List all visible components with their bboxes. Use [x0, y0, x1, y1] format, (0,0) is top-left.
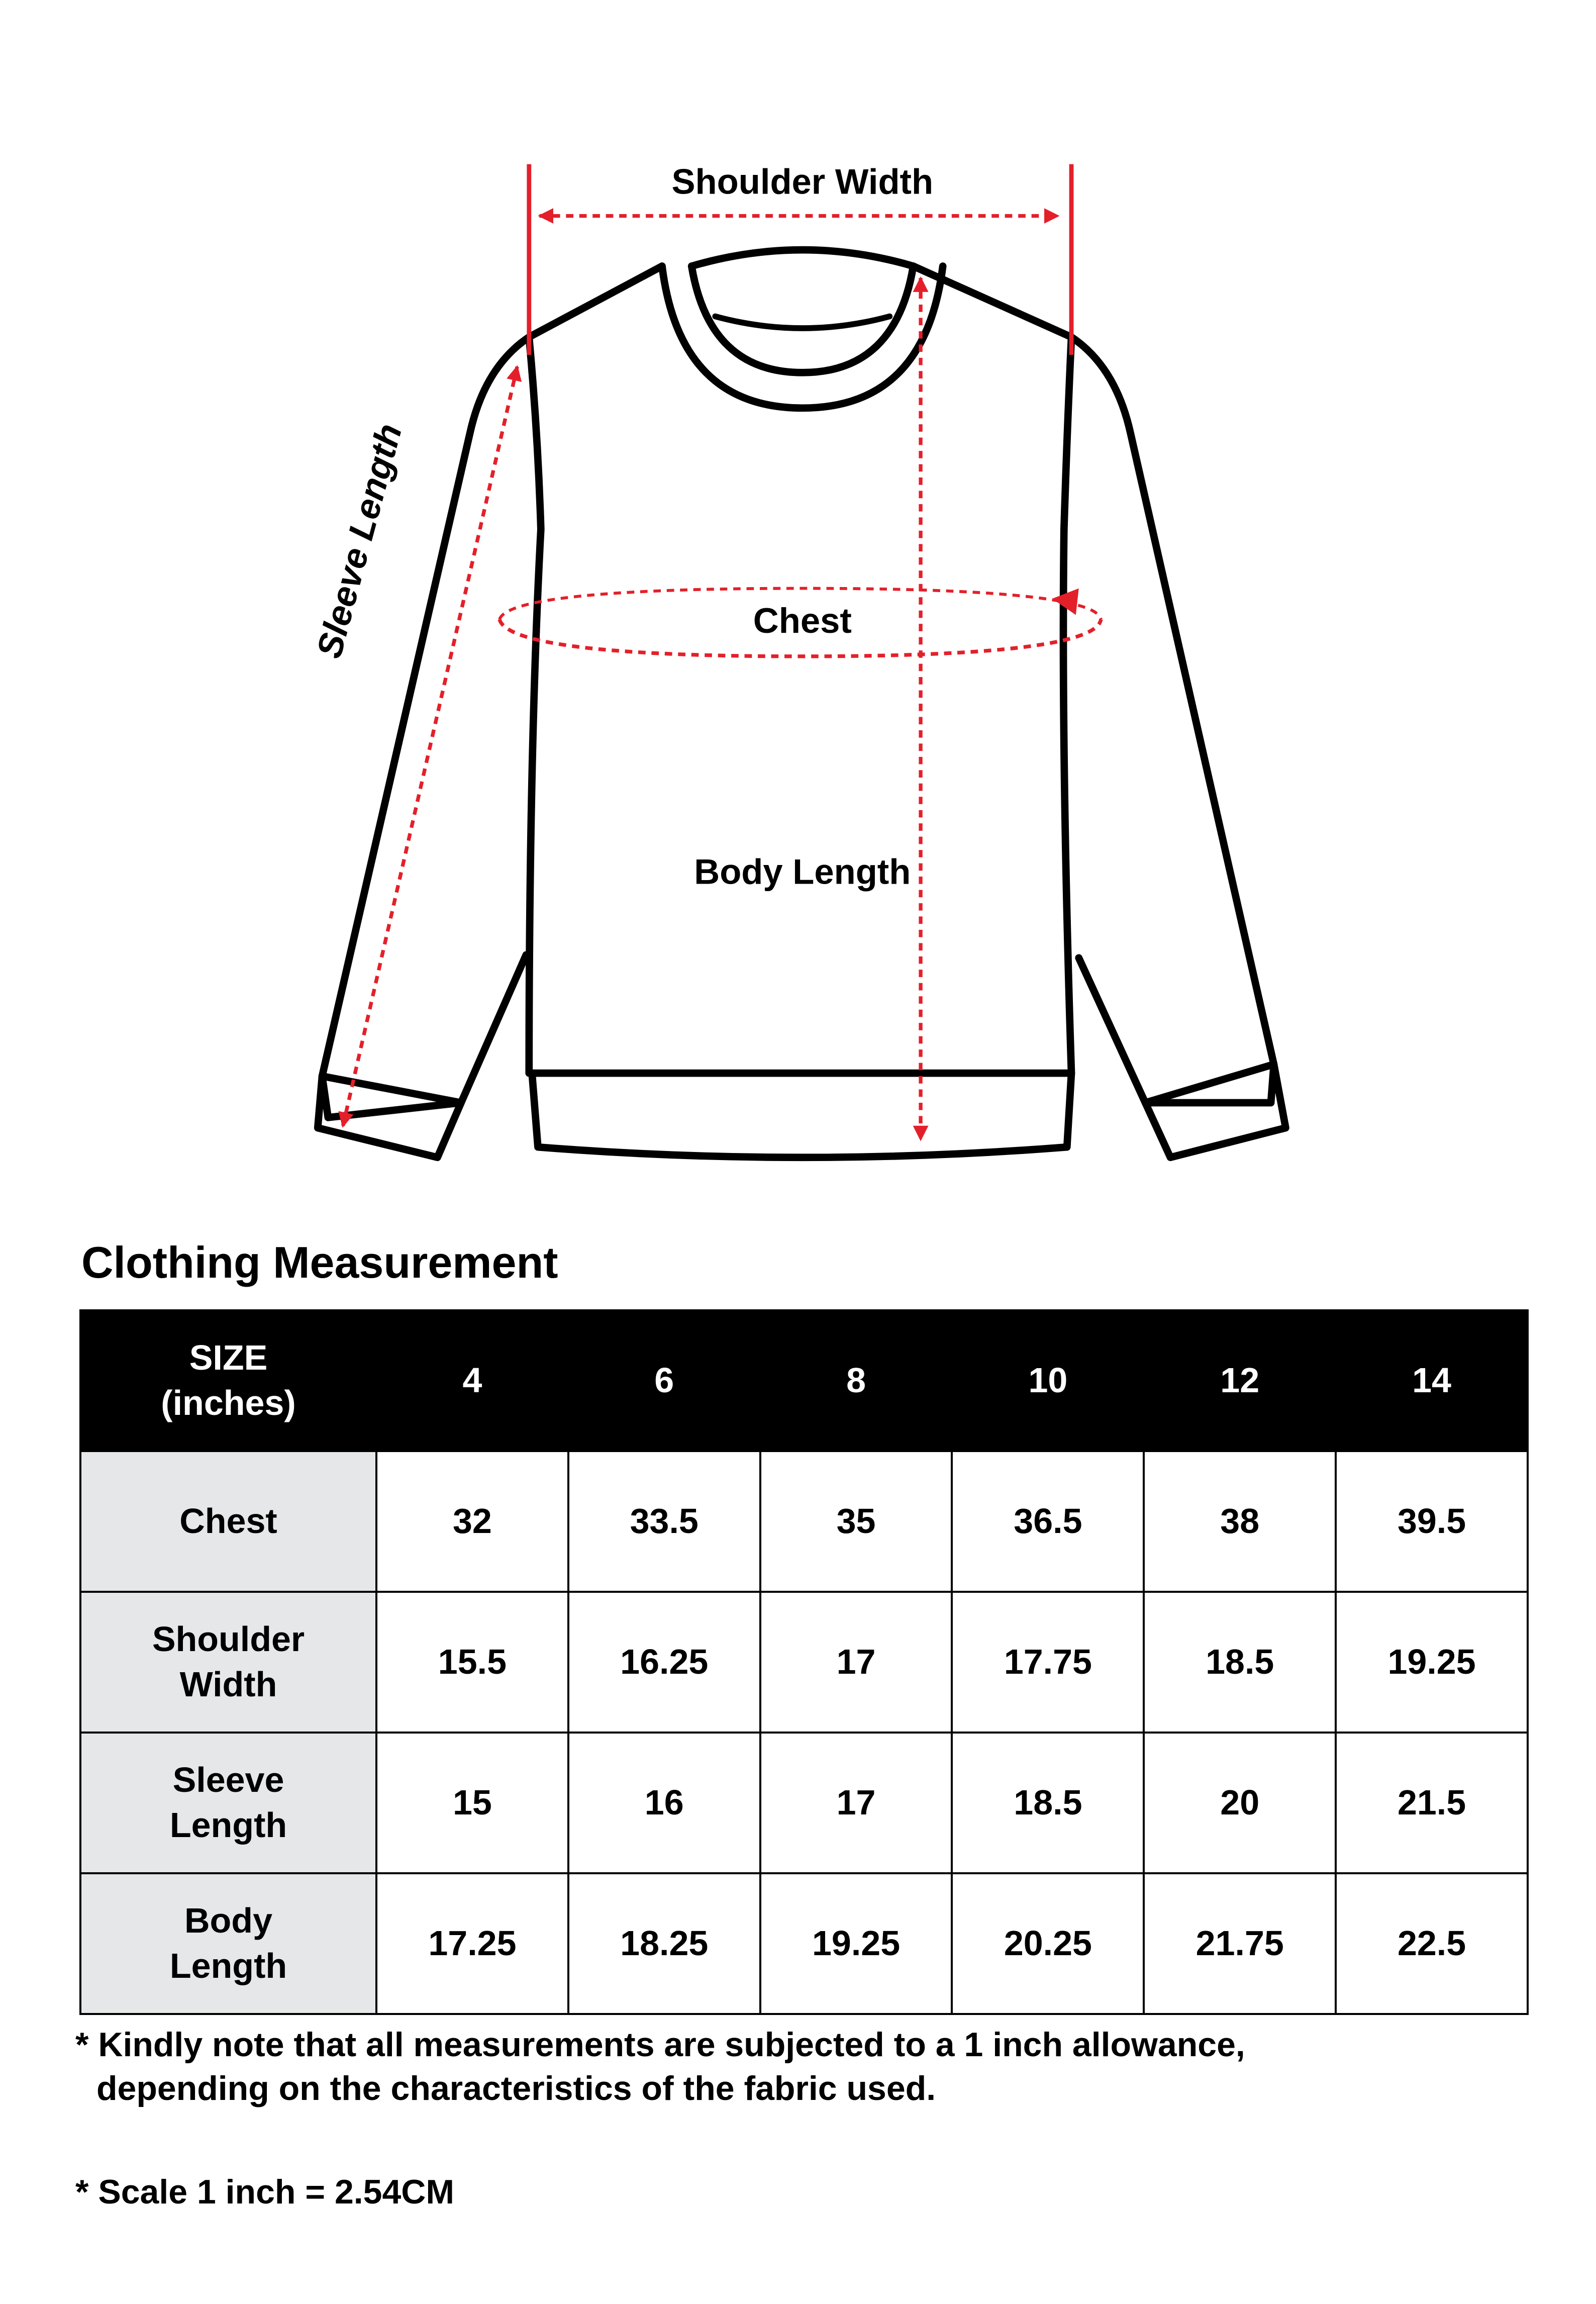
sweatshirt-outline [318, 250, 1285, 1158]
allowance-note-line1: * Kindly note that all measurements are subjected to a 1 inch allowance, [75, 2026, 1245, 2064]
table-cell: 39.5 [1336, 1451, 1528, 1592]
table-cell: 17 [760, 1592, 952, 1733]
table-cell: 16 [568, 1733, 760, 1873]
size-col-header: 10 [952, 1310, 1144, 1451]
body-length-label: Body Length [694, 851, 911, 892]
size-col-header: 12 [1144, 1310, 1336, 1451]
size-header-line2: (inches) [161, 1383, 296, 1422]
size-col-header: 14 [1336, 1310, 1528, 1451]
row-label-line: Body [184, 1901, 272, 1941]
table-cell: 15.5 [376, 1592, 568, 1733]
size-col-header: 8 [760, 1310, 952, 1451]
table-title: Clothing Measurement [81, 1237, 558, 1287]
chest-label: Chest [753, 600, 852, 640]
row-label-body-length [80, 1873, 376, 2014]
table-cell: 19.25 [1336, 1592, 1528, 1733]
row-label-line: Width [179, 1665, 277, 1704]
left-sleeve-outline [322, 337, 529, 1118]
row-label-line: Sleeve [172, 1760, 284, 1800]
shoulder-width-label: Shoulder Width [671, 161, 934, 202]
table-cell: 16.25 [568, 1592, 760, 1733]
body-outline [529, 266, 1071, 1074]
sleeve-length-label: Sleeve Length [309, 419, 410, 662]
size-col-header: 4 [376, 1310, 568, 1451]
table-cell: 18.25 [568, 1873, 760, 2014]
table-cell: 17.25 [376, 1873, 568, 2014]
table-cell: 21.75 [1144, 1873, 1336, 2014]
table-cell: 36.5 [952, 1451, 1144, 1592]
table-row-chest [80, 1451, 1528, 1592]
neck-rib-outline [662, 266, 943, 408]
table-cell: 33.5 [568, 1451, 760, 1592]
allowance-note [75, 2023, 1245, 2110]
table-cell: 18.5 [952, 1733, 1144, 1873]
table-cell: 32 [376, 1451, 568, 1592]
size-col-header: 6 [568, 1310, 760, 1451]
table-cell: 18.5 [1144, 1592, 1336, 1733]
measurement-guides [343, 164, 1101, 1140]
neck-label-line [715, 316, 889, 328]
allowance-note-line2: depending on the characteristics of the fabric used. [96, 2069, 936, 2108]
table-cell: 17 [760, 1733, 952, 1873]
table-cell: 22.5 [1336, 1873, 1528, 2014]
neck-back-outline [691, 250, 913, 266]
table-cell: 20 [1144, 1733, 1336, 1873]
size-header-line1: SIZE [189, 1338, 268, 1378]
waistband-outline [532, 1073, 1071, 1158]
table-cell: 15 [376, 1733, 568, 1873]
size-measurement-table [79, 1309, 1529, 2015]
table-row-sleeve-length [80, 1733, 1528, 1873]
right-sleeve-outline [1071, 337, 1274, 1103]
scale-note: * Scale 1 inch = 2.54CM [75, 2173, 455, 2211]
table-header-row [80, 1310, 1528, 1451]
row-label-sleeve-length [80, 1733, 376, 1873]
row-label-line: Length [169, 1946, 287, 1985]
table-cell: 19.25 [760, 1873, 952, 2014]
right-cuff-outline [1145, 1065, 1285, 1158]
row-label-line: Shoulder [152, 1619, 305, 1659]
table-cell: 38 [1144, 1451, 1336, 1592]
row-label-chest [80, 1451, 376, 1592]
table-cell: 20.25 [952, 1873, 1144, 2014]
table-row-body-length [80, 1873, 1528, 2014]
row-label-line: Length [169, 1805, 287, 1845]
table-cell: 35 [760, 1451, 952, 1592]
size-header-cell [80, 1310, 376, 1451]
row-label-line: Chest [179, 1501, 277, 1541]
row-label-shoulder-width [80, 1592, 376, 1733]
table-row-shoulder-width [80, 1592, 1528, 1733]
table-cell: 17.75 [952, 1592, 1144, 1733]
table-cell: 21.5 [1336, 1733, 1528, 1873]
